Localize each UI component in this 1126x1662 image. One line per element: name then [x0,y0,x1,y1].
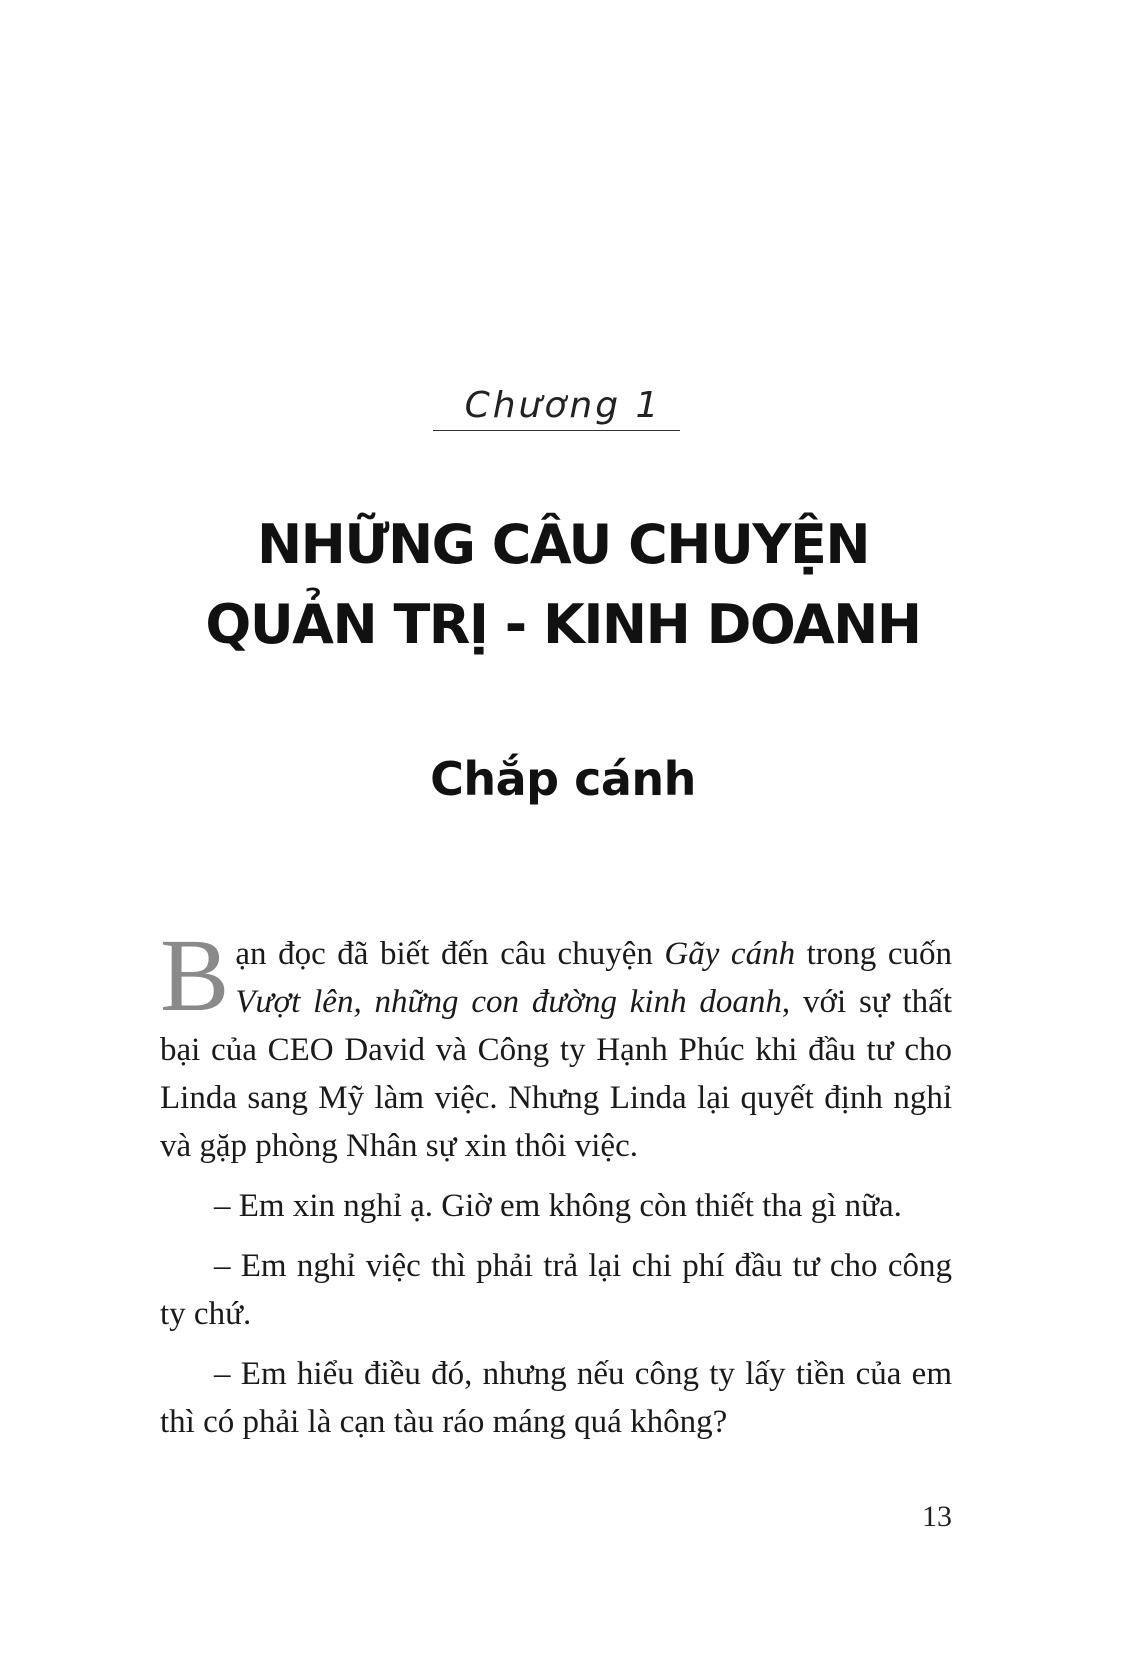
book-title-gay-canh: Gãy cánh [664,936,796,972]
dialogue-line-3: – Em hiểu điều đó, nhưng nếu công ty lấy tiền của em thì có phải là cạn tàu ráo máng quá không? [160,1356,952,1440]
chapter-title [0,505,1126,665]
chapter-underline-rule [433,430,680,431]
chapter-title-line-2: QUẢN TRỊ - KINH DOANH [205,593,921,656]
body-text [160,918,952,1446]
intro-text-3: , với sự thất bại của CEO David và Công ty Hạnh Phúc khi đầu tư cho Linda sang Mỹ làm việc. Nhưng Linda lại quyết định nghỉ và gặp phòng Nhân sự xin thôi việc. [160,984,952,1164]
drop-cap: B [160,918,230,1033]
chapter-title-line-1: NHỮNG CÂU CHUYỆN [256,513,870,576]
section-title: Chắp cánh [430,752,696,806]
chapter-label: Chương 1 [464,385,662,426]
intro-text-1: ạn đọc đã biết đến câu chuyện [235,936,665,972]
page-number: 13 [922,1500,952,1533]
intro-paragraph [160,918,952,1170]
intro-text-2: trong cuốn [795,936,952,972]
dialogue-line-2: – Em nghỉ việc thì phải trả lại chi phí đầu tư cho công ty chứ. [160,1248,952,1332]
dialogue-line-1: – Em xin nghỉ ạ. Giờ em không còn thiết tha gì nữa. [214,1188,902,1224]
book-title-vuot-len: Vượt lên, những con đường kinh doanh [235,984,782,1020]
